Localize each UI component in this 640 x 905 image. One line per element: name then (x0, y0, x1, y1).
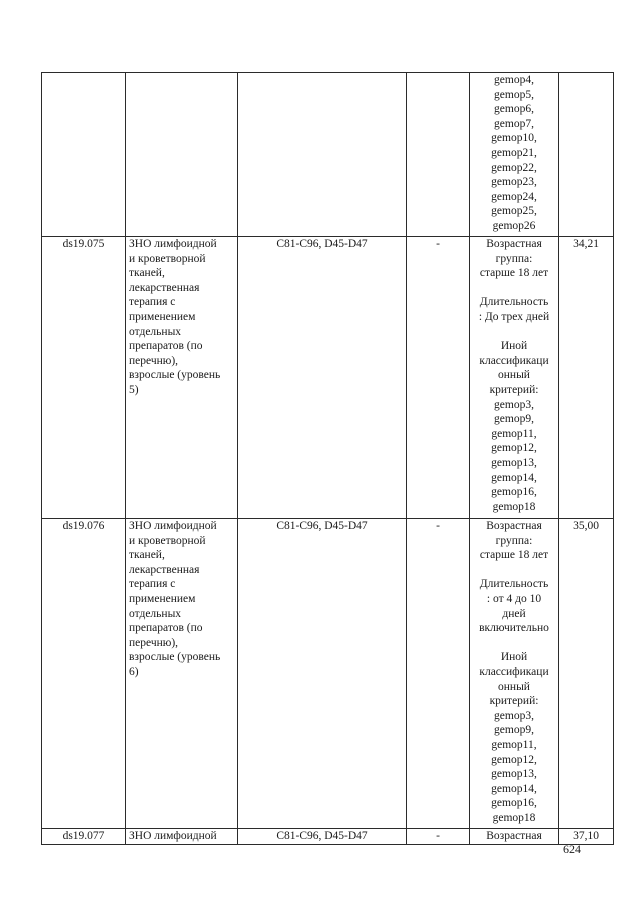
criteria-cell (470, 237, 559, 519)
cell-line: gemop18 (492, 500, 536, 513)
cell-line: включительно (479, 622, 549, 635)
cell-line: gemop6, (494, 103, 534, 116)
cell-line: и кроветворной (129, 252, 206, 265)
table-row (42, 237, 614, 519)
coefficient-cell (559, 73, 614, 237)
cell-line: классификаци (479, 354, 549, 367)
cell-line: критерий: (489, 695, 539, 708)
cell-line (473, 281, 555, 296)
mkb-cell: C81-C96, D45-D47 (238, 519, 407, 829)
cell-line: тканей, (129, 549, 165, 562)
cell-line: терапия с (129, 296, 176, 309)
cell-line: критерий: (489, 383, 539, 396)
coefficient-cell: 34,21 (559, 237, 614, 519)
cell-line: отдельных (129, 325, 182, 338)
cell-line: применением (129, 592, 196, 605)
cell-line: gemop11, (491, 427, 537, 440)
cell-line (473, 325, 555, 340)
cell-line: gemop14, (491, 471, 537, 484)
cell-line: gemop9, (494, 724, 534, 737)
table-body (42, 73, 614, 845)
cell-line: лекарственная (129, 281, 200, 294)
cell-line: gemop12, (491, 753, 537, 766)
cell-line: ЗНО лимфоидной (129, 830, 217, 842)
dash-cell (407, 73, 470, 237)
cell-line: 5) (129, 383, 139, 396)
cell-line: дней (502, 607, 526, 620)
cell-line: Возрастная (486, 238, 542, 250)
code-cell (42, 73, 126, 237)
cell-line: Возрастная (486, 830, 542, 842)
cell-line: gemop5, (494, 88, 534, 101)
cell-line: Иной (500, 340, 528, 353)
cell-line: : До трех дней (478, 310, 550, 323)
cell-line: перечню), (129, 636, 179, 649)
cell-line: и кроветворной (129, 534, 206, 547)
cell-line: препаратов (по (129, 622, 203, 635)
cell-line: gemop12, (491, 442, 537, 455)
mkb-cell (238, 73, 407, 237)
code-cell: ds19.077 (42, 829, 126, 845)
cell-line: gemop13, (491, 768, 537, 781)
cell-line: gemop10, (491, 132, 537, 145)
cell-line: gemop23, (491, 176, 537, 189)
cell-line: онный (498, 680, 530, 693)
cell-line: gemop25, (491, 205, 537, 218)
cell-line: gemop21, (491, 146, 537, 159)
cell-line: взрослые (уровень (129, 369, 221, 382)
name-cell (126, 73, 238, 237)
cell-line: gemop18 (492, 811, 536, 824)
cell-line (473, 636, 555, 651)
cell-line: ЗНО лимфоидной (129, 238, 217, 250)
cell-line: gemop4, (494, 74, 534, 86)
cell-line: gemop22, (491, 161, 537, 174)
cell-line: : от 4 до 10 (486, 592, 542, 605)
criteria-cell (470, 519, 559, 829)
cell-line: группа: (495, 534, 533, 547)
cell-line: gemop14, (491, 782, 537, 795)
page-number: 624 (563, 842, 581, 856)
cell-line: ЗНО лимфоидной (129, 520, 217, 532)
cell-line: тканей, (129, 267, 165, 280)
coefficient-cell: 37,10 (559, 829, 614, 845)
cell-line: старше 18 лет (479, 549, 549, 562)
cell-line: классификаци (479, 665, 549, 678)
cell-line: терапия с (129, 578, 176, 591)
name-cell (126, 829, 238, 845)
mkb-cell: C81-C96, D45-D47 (238, 237, 407, 519)
cell-line: группа: (495, 252, 533, 265)
cell-line: старше 18 лет (479, 267, 549, 280)
cell-line: препаратов (по (129, 340, 203, 353)
name-cell (126, 519, 238, 829)
cell-line: gemop13, (491, 456, 537, 469)
table-row (42, 73, 614, 237)
table-row (42, 829, 614, 845)
cell-line: применением (129, 310, 196, 323)
cell-line: gemop9, (494, 413, 534, 426)
cell-line: онный (498, 369, 530, 382)
cell-line: Длительность (479, 578, 549, 591)
cell-line: gemop16, (491, 486, 537, 499)
cell-line: gemop26 (492, 219, 536, 232)
cell-line: Возрастная (486, 520, 542, 532)
mkb-cell: C81-C96, D45-D47 (238, 829, 407, 845)
cell-line: gemop3, (494, 398, 534, 411)
coefficient-cell: 35,00 (559, 519, 614, 829)
cell-line: Длительность (479, 296, 549, 309)
cell-line: 6) (129, 665, 139, 678)
code-cell: ds19.075 (42, 237, 126, 519)
dash-cell: - (407, 237, 470, 519)
cell-line: взрослые (уровень (129, 651, 221, 664)
cell-line: gemop11, (491, 738, 537, 751)
cell-line: gemop24, (491, 190, 537, 203)
cell-line: gemop7, (494, 117, 534, 130)
dash-cell: - (407, 519, 470, 829)
name-cell (126, 237, 238, 519)
cell-line: gemop3, (494, 709, 534, 722)
dash-cell: - (407, 829, 470, 845)
criteria-cell (470, 829, 559, 845)
cell-line: перечню), (129, 354, 179, 367)
criteria-cell (470, 73, 559, 237)
table-row (42, 519, 614, 829)
code-cell: ds19.076 (42, 519, 126, 829)
cell-line: Иной (500, 651, 528, 664)
cell-line: отдельных (129, 607, 182, 620)
cell-line: лекарственная (129, 563, 200, 576)
tariff-table (41, 72, 614, 845)
cell-line (473, 563, 555, 578)
cell-line: gemop16, (491, 797, 537, 810)
